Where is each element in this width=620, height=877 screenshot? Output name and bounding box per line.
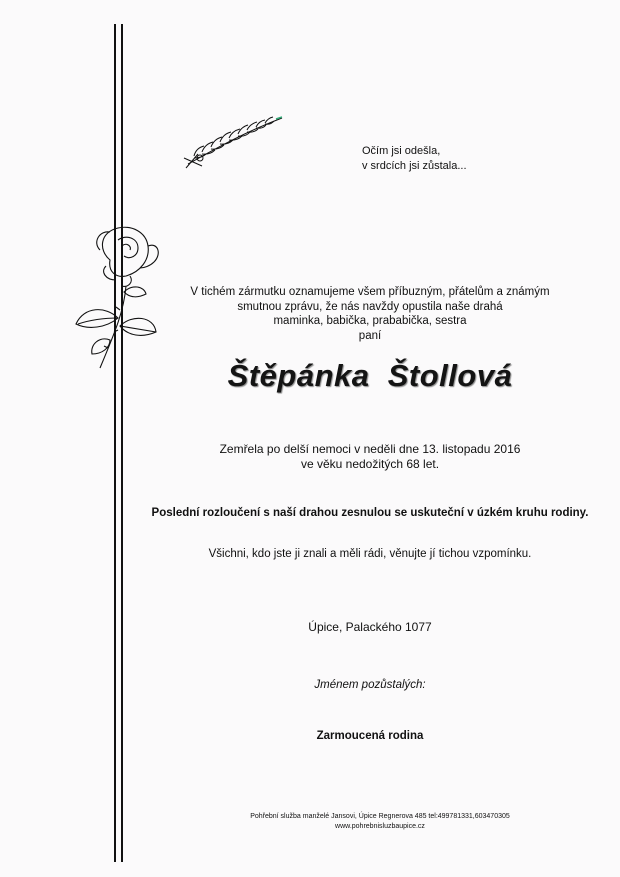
motto-line-2: v srdcích jsi zůstala... (362, 160, 467, 172)
deceased-name: Štěpánka Štollová (227, 358, 513, 393)
announcement-text (150, 285, 590, 343)
footer-website: www.pohrebnisluzbaupice.cz (335, 823, 425, 830)
footer-line-1: Pohřební služba manželé Jansovi, Úpice Regnerova 485 tel:499781331,603470305 (250, 813, 510, 820)
remembrance-request: Všichni, kdo jste ji znali a měli rádi, věnujte jí tichou vzpomínku. (208, 548, 532, 560)
motto-line-1: Očím jsi odešla, (362, 145, 441, 157)
announcement-line-2: smutnou zprávu, že nás navždy opustila naše drahá (237, 300, 503, 313)
motto (362, 144, 467, 174)
vertical-rule-right (121, 24, 123, 862)
on-behalf-label: Jménem pozůstalých: (314, 679, 426, 691)
address: Úpice, Palackého 1077 (308, 620, 432, 634)
family-signature: Zarmoucená rodina (316, 730, 424, 742)
death-notice (150, 442, 590, 472)
death-line-1: Zemřela po delší nemoci v neděli dne 13. listopadu 2016 (219, 442, 521, 456)
announcement-line-1: V tichém zármutku oznamujeme všem příbuzným, přátelům a známým (190, 286, 550, 298)
funeral-service-footer (130, 812, 620, 832)
palm-branch-icon (180, 112, 290, 172)
announcement-line-3: maminka, babička, prababička, sestra (273, 315, 467, 327)
vertical-rule-left (114, 24, 116, 862)
death-line-2: ve věku nedožitých 68 let. (300, 457, 440, 471)
announcement-line-4: paní (358, 329, 382, 342)
farewell-notice: Poslední rozloučení s naší drahou zesnulou se uskuteční v úzkém kruhu rodiny. (151, 507, 589, 519)
